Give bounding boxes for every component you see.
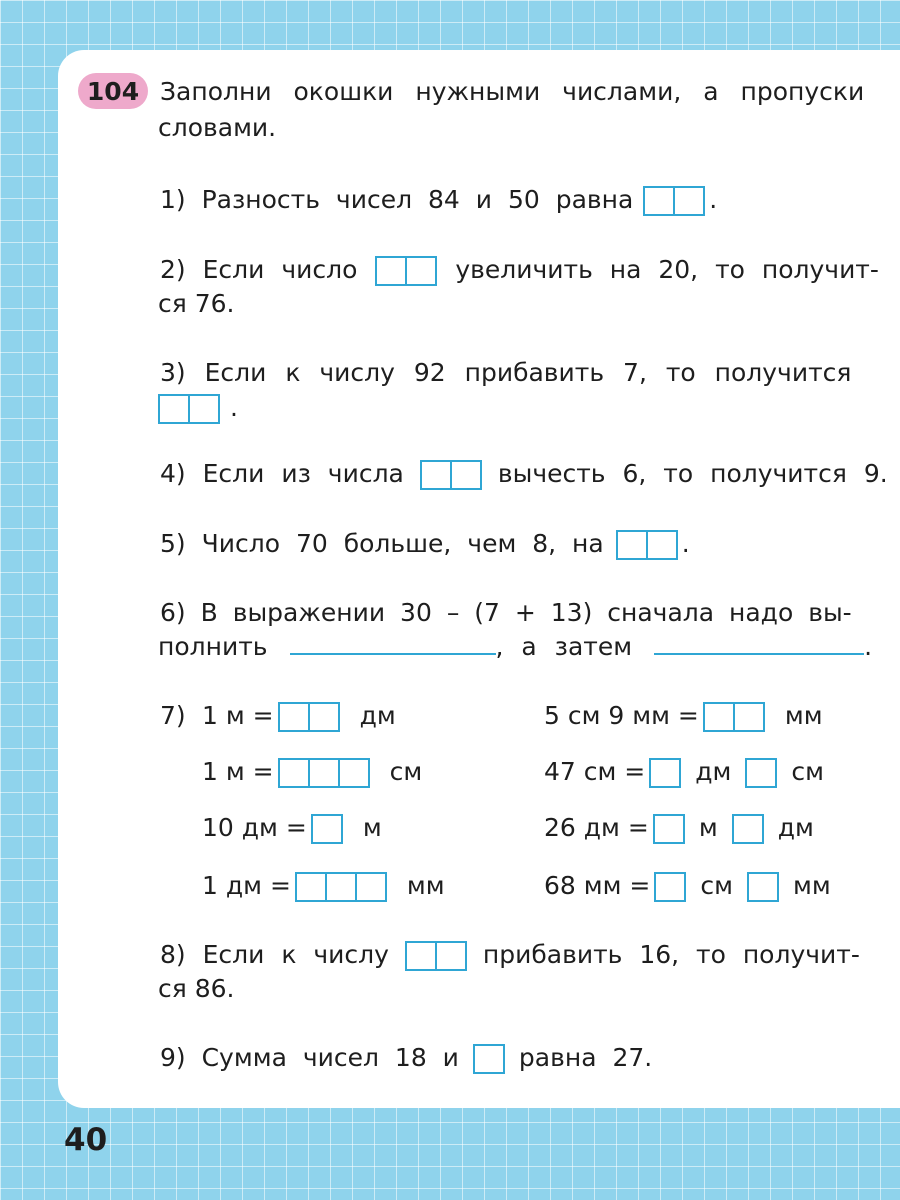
answer-box[interactable]	[747, 872, 779, 902]
page-number: 40	[64, 1122, 108, 1158]
item-4: 4) Если из числа вычесть 6, то получится 9.	[160, 459, 888, 488]
answer-box[interactable]	[375, 256, 437, 286]
answer-box[interactable]	[405, 941, 467, 971]
conversion-left-2: 1 м = см	[202, 757, 423, 786]
item-8: 8) Если к числу прибавить 16, то получит-	[160, 940, 860, 969]
word-blank[interactable]	[290, 631, 496, 655]
answer-box[interactable]	[278, 702, 340, 732]
item-3-cont: .	[154, 392, 238, 424]
item-8-cont: ся 86.	[158, 974, 235, 1003]
item-3: 3) Если к числу 92 прибавить 7, то получится	[160, 358, 852, 387]
answer-box[interactable]	[649, 758, 681, 788]
answer-box[interactable]	[616, 530, 678, 560]
answer-box[interactable]	[654, 872, 686, 902]
conversion-right-3: 26 дм = м дм	[544, 813, 814, 842]
item-9: 9) Сумма чисел 18 и равна 27.	[160, 1043, 653, 1072]
task-number-badge: 104	[78, 73, 148, 109]
answer-box[interactable]	[295, 872, 387, 902]
item-7-label: 7)	[160, 701, 186, 730]
conversion-right-2: 47 см = дм см	[544, 757, 825, 786]
task-prompt-cont: словами.	[158, 113, 277, 142]
conversion-right-1: 5 см 9 мм = мм	[544, 701, 823, 730]
answer-box[interactable]	[703, 702, 765, 732]
conversion-left-4: 1 дм = мм	[202, 871, 445, 900]
item-2-cont: ся 76.	[158, 289, 235, 318]
answer-box[interactable]	[745, 758, 777, 788]
task-prompt: Заполни окошки нужными числами, а пропуски	[160, 77, 865, 106]
answer-box[interactable]	[732, 814, 764, 844]
item-1: 1) Разность чисел 84 и 50 равна .	[160, 185, 718, 214]
conversion-left-3: 10 дм = м	[202, 813, 382, 842]
item-6: 6) В выражении 30 – (7 + 13) сначала надо вы-	[160, 598, 852, 627]
answer-box[interactable]	[473, 1044, 505, 1074]
conversion-right-4: 68 мм = см мм	[544, 871, 831, 900]
answer-box[interactable]	[278, 758, 370, 788]
word-blank[interactable]	[654, 631, 864, 655]
answer-box[interactable]	[158, 394, 220, 424]
answer-box[interactable]	[653, 814, 685, 844]
answer-box[interactable]	[311, 814, 343, 844]
item-2: 2) Если число увеличить на 20, то получит-	[160, 255, 879, 284]
answer-box[interactable]	[420, 460, 482, 490]
conversion-left-1: 1 м = дм	[202, 701, 396, 730]
item-5: 5) Число 70 больше, чем 8, на .	[160, 529, 690, 558]
item-6-cont: полнить , а затем .	[158, 632, 873, 661]
answer-box[interactable]	[643, 186, 705, 216]
